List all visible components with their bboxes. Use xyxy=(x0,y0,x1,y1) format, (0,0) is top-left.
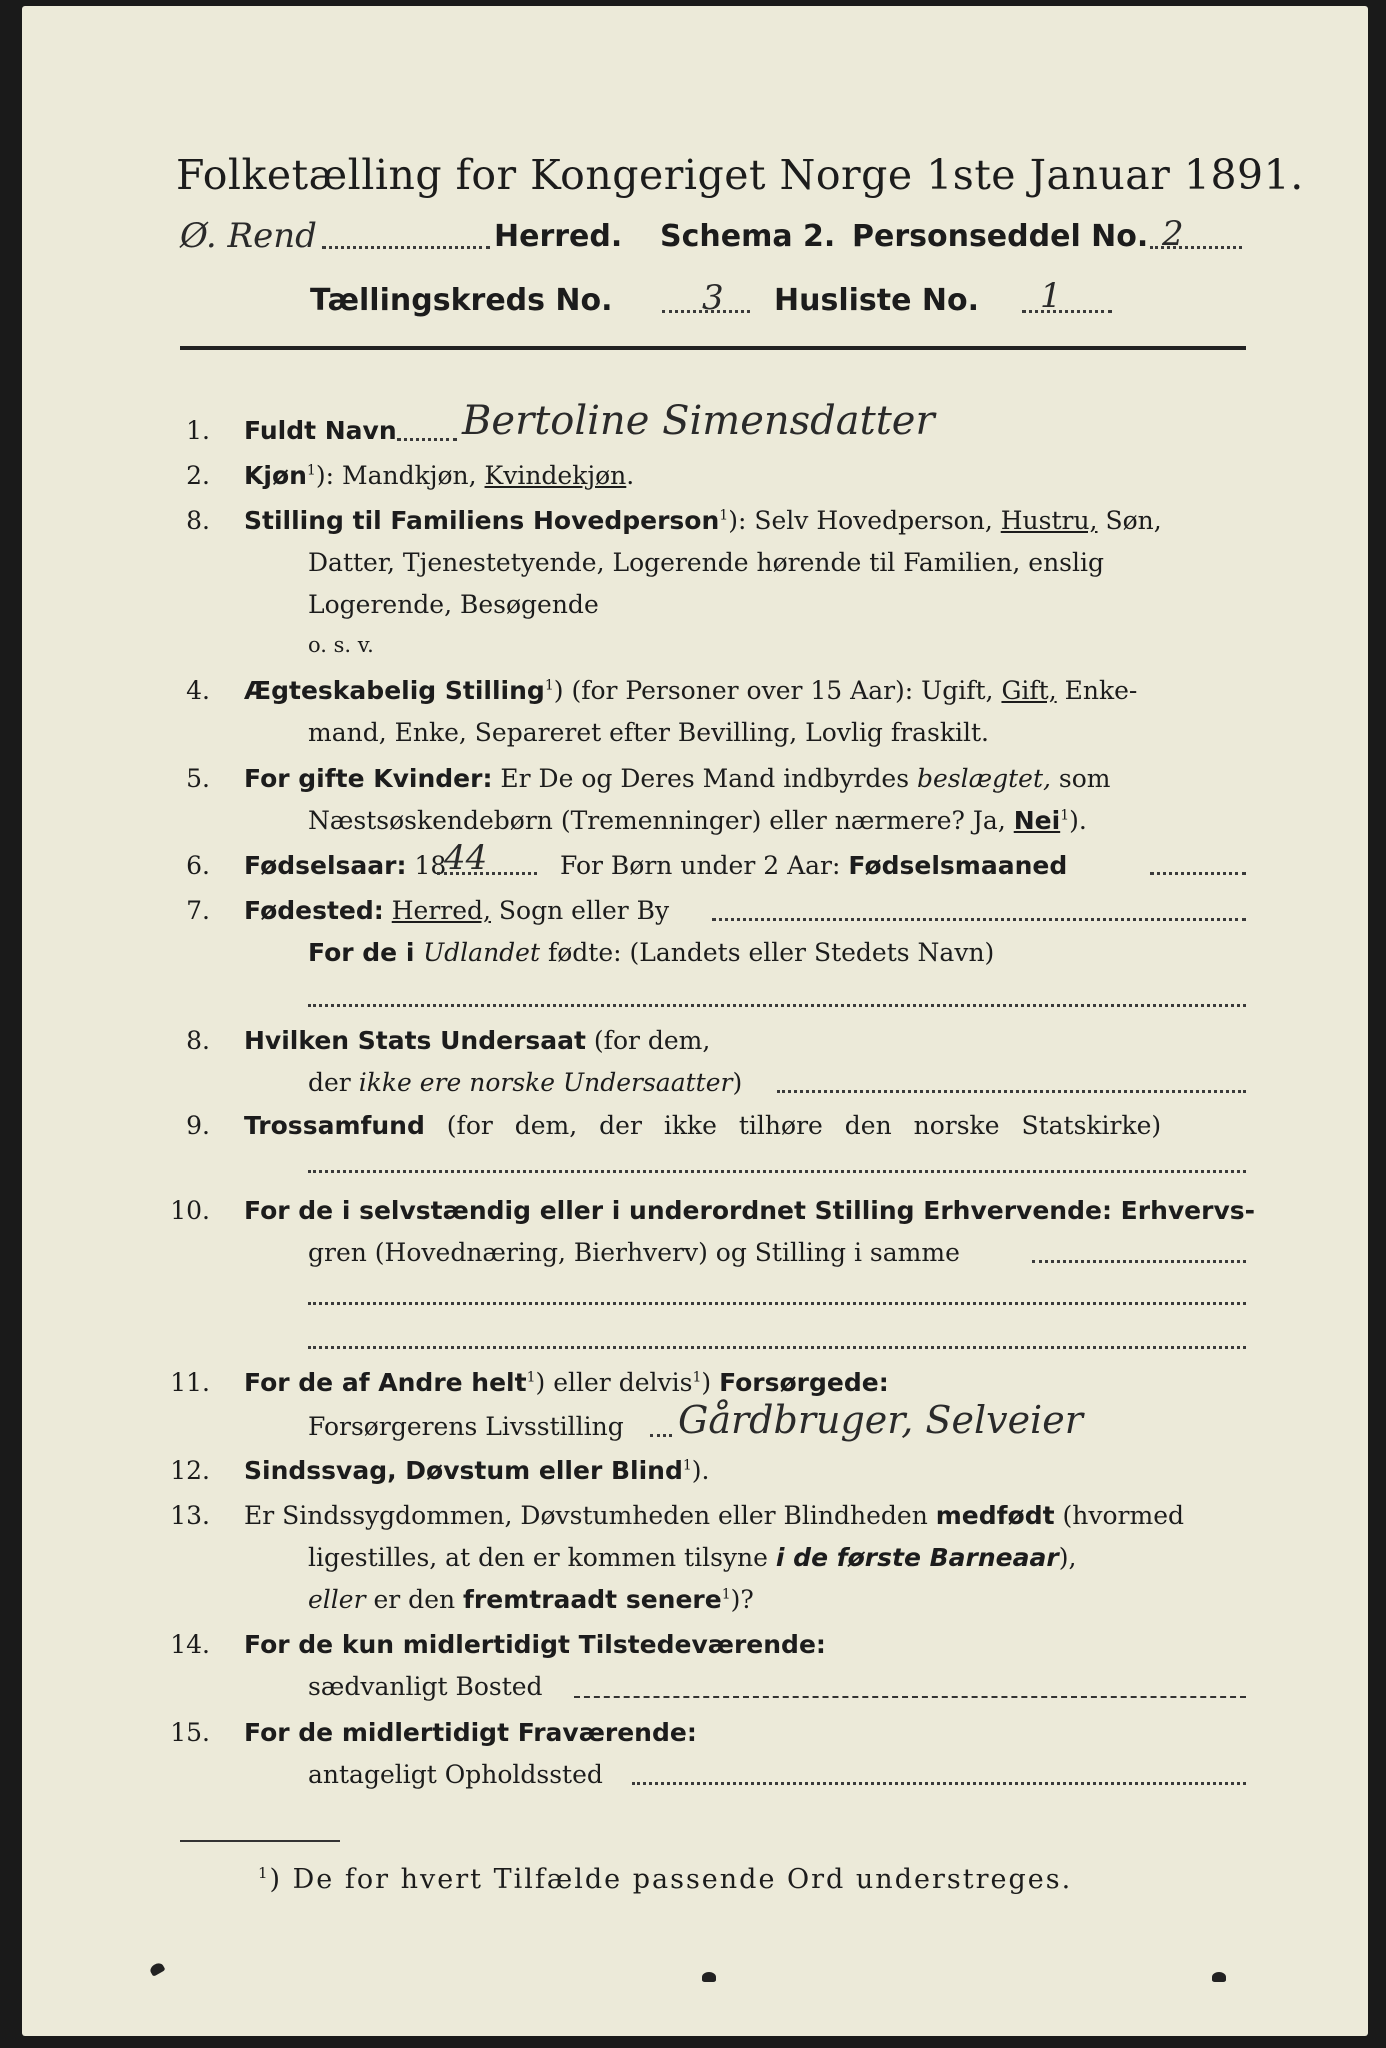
personseddel-value: 2 xyxy=(1162,214,1184,254)
congenital-text2-b: ), xyxy=(1058,1543,1077,1572)
footnote-mark: 1 xyxy=(258,1864,270,1882)
family-position-label: Stilling til Familiens Hovedperson xyxy=(244,506,720,535)
birthplace-dots xyxy=(712,918,1246,921)
item-number: 11. xyxy=(170,1368,210,1397)
sex-options-b: . xyxy=(626,461,635,490)
supported-label: Forsørgede: xyxy=(719,1368,889,1397)
birth-year-line xyxy=(244,851,446,880)
item-number: 1. xyxy=(186,416,210,445)
occupation-line2: gren (Hovednæring, Bierhverv) og Stilling i samme xyxy=(308,1238,960,1267)
congenital-line1 xyxy=(244,1501,1184,1530)
presumed-residence-label: antageligt Opholdssted xyxy=(308,1760,603,1789)
footnote-ref: 1 xyxy=(719,507,729,524)
item-number: 8. xyxy=(186,506,210,535)
header-rule xyxy=(180,346,1246,350)
marital-line1 xyxy=(244,676,1137,705)
kreds-value: 3 xyxy=(702,278,724,318)
birth-year-prefix: 18 xyxy=(406,851,447,880)
ink-mark xyxy=(1212,1972,1226,1982)
footnote-ref: 1 xyxy=(544,677,554,694)
census-form-page xyxy=(22,6,1368,2036)
item-number: 6. xyxy=(186,851,210,880)
herred-label: Herred. xyxy=(494,219,623,254)
marital-label: Ægteskabelig Stilling xyxy=(244,676,545,705)
religion-text: (for dem, der ikke tilhøre den norske Statskirke) xyxy=(424,1111,1162,1140)
congenital-text-b: (hvormed xyxy=(1054,1501,1184,1530)
sex-options-a: ): Mandkjøn, xyxy=(315,461,485,490)
marital-options-b: Enke- xyxy=(1056,676,1138,705)
schema-label: Schema 2. xyxy=(660,219,836,254)
citizenship-text2-a: der xyxy=(308,1068,359,1097)
birthplace-label: Fødested: xyxy=(244,896,384,925)
congenital-eller: eller xyxy=(308,1585,366,1614)
congenital-italic: i de første Barneaar xyxy=(775,1543,1059,1572)
item-number: 2. xyxy=(186,461,210,490)
supported-line1 xyxy=(244,1368,889,1397)
sex-selected: Kvindekjøn xyxy=(484,461,627,490)
religion-line xyxy=(244,1111,1161,1140)
occupation-dots-2 xyxy=(308,1302,1246,1305)
citizenship-line2 xyxy=(308,1068,742,1097)
supported-text-a: For de af Andre helt xyxy=(244,1368,527,1397)
item-number: 12. xyxy=(170,1456,210,1485)
marital-options-a: ) (for Personer over 15 Aar): Ugift, xyxy=(553,676,1002,705)
usual-residence-label: sædvanligt Bosted xyxy=(308,1672,543,1701)
family-position-options-b: Søn, xyxy=(1097,506,1162,535)
form-title: Folketælling for Kongeriget Norge 1ste Januar 1891. xyxy=(176,151,1304,199)
supporter-occupation-dots xyxy=(650,1434,672,1437)
congenital-line3 xyxy=(308,1585,754,1614)
birthplace-selected: Herred, xyxy=(391,896,491,925)
item-number: 8. xyxy=(186,1026,210,1055)
husliste-dots xyxy=(1022,310,1112,313)
occupation-text-a: For de i selvstændig eller i underordnet Stilling xyxy=(244,1196,924,1225)
usual-residence-line xyxy=(574,1696,1246,1698)
occupation-dots-3 xyxy=(308,1346,1246,1349)
footnote-ref: 1 xyxy=(682,1457,692,1474)
citizenship-text2-b: ) xyxy=(732,1068,743,1097)
disability-end: ). xyxy=(691,1456,710,1485)
congenital-text3-a: er den xyxy=(365,1585,464,1614)
item-number: 9. xyxy=(186,1111,210,1140)
footnote-rule xyxy=(180,1840,340,1842)
full-name-dots xyxy=(397,438,457,441)
birthplace-line1 xyxy=(244,896,669,925)
item-number: 5. xyxy=(186,764,210,793)
kinship-label: For gifte Kvinder: xyxy=(244,764,493,793)
full-name-label: Fuldt Navn xyxy=(244,416,397,445)
presumed-residence-dots xyxy=(632,1782,1246,1785)
kinship-italic: beslægtet, xyxy=(917,764,1051,793)
birth-month-label: Fødselsmaaned xyxy=(848,851,1068,880)
item-number: 4. xyxy=(186,676,210,705)
kinship-line2 xyxy=(308,806,1087,835)
footnote-ref: 1 xyxy=(692,1369,702,1386)
congenital-text2-a: ligestilles, at den er kommen tilsyne xyxy=(308,1543,776,1572)
kreds-dots xyxy=(662,310,750,313)
footnote-ref: 1 xyxy=(306,462,316,479)
citizenship-text: (for dem, xyxy=(585,1026,711,1055)
congenital-line2 xyxy=(308,1543,1076,1572)
footnote-ref: 1 xyxy=(526,1369,536,1386)
footnote-text: ) De for hvert Tilfælde passende Ord understreges. xyxy=(269,1864,1073,1895)
marital-line2: mand, Enke, Separeret efter Bevilling, Lovlig fraskilt. xyxy=(308,718,989,747)
birth-month-dots xyxy=(1150,872,1246,875)
family-position-line4: o. s. v. xyxy=(308,633,374,657)
kinship-question: Næstsøskendebørn (Tremenninger) eller nærmere? Ja, xyxy=(308,806,1014,835)
occupation-text-b: Erhvervs- xyxy=(1111,1196,1255,1225)
birth-year-label: Fødselsaar: xyxy=(244,851,407,880)
item-number: 13. xyxy=(170,1501,210,1530)
personseddel-label: Personseddel No. xyxy=(852,219,1149,254)
item-number: 10. xyxy=(170,1196,210,1225)
occupation-dots-1 xyxy=(1032,1260,1246,1263)
temporary-absent-label: For de midlertidigt Fraværende: xyxy=(244,1718,697,1747)
kinship-text-b: som xyxy=(1050,764,1111,793)
congenital-text-a: Er Sindssygdommen, Døvstumheden eller Blindheden xyxy=(244,1501,936,1530)
full-name-answer: Bertoline Simensdatter xyxy=(462,398,935,444)
birth-month-line xyxy=(560,851,1067,880)
temporary-present-label: For de kun midlertidigt Tilstedeværende: xyxy=(244,1630,826,1659)
birthplace-abroad-a: For de i xyxy=(308,938,424,967)
congenital-text3-b: )? xyxy=(730,1585,754,1614)
supported-text-b: ) eller delvis xyxy=(535,1368,693,1397)
birthplace-line2 xyxy=(308,938,994,967)
citizenship-label: Hvilken Stats Undersaat xyxy=(244,1026,586,1055)
congenital-later: fremtraadt senere xyxy=(463,1585,722,1614)
birthplace-abroad-italic: Udlandet xyxy=(423,938,541,967)
citizenship-italic: ikke ere norske Undersaatter xyxy=(358,1068,733,1097)
sex-label: Kjøn xyxy=(244,461,307,490)
birthplace-abroad-b: fødte: (Landets eller Stedets Navn) xyxy=(540,938,995,967)
herred-value: Ø. Rend xyxy=(180,216,317,256)
occupation-line1 xyxy=(244,1196,1255,1225)
ink-mark xyxy=(702,1972,716,1982)
citizenship-dots xyxy=(777,1090,1246,1093)
footnote-ref: 1 xyxy=(1060,807,1070,824)
item-number: 7. xyxy=(186,896,210,925)
item-number: 15. xyxy=(170,1718,210,1747)
item-number: 14. xyxy=(170,1630,210,1659)
husliste-value: 1 xyxy=(1040,276,1062,316)
disability-line xyxy=(244,1456,710,1485)
supporter-occupation-answer: Gårdbruger, Selveier xyxy=(678,1398,1083,1442)
personseddel-dots xyxy=(1150,246,1242,249)
sex-line xyxy=(244,461,634,490)
disability-label: Sindssvag, Døvstum eller Blind xyxy=(244,1456,683,1485)
husliste-label: Husliste No. xyxy=(774,283,979,318)
supported-text-c: ) xyxy=(701,1368,720,1397)
footnote xyxy=(258,1864,1072,1895)
herred-dots xyxy=(322,246,490,249)
religion-dots xyxy=(308,1170,1246,1173)
family-position-options-a: ): Selv Hovedperson, xyxy=(728,506,1001,535)
birth-year-dots xyxy=(437,872,537,875)
family-position-line3: Logerende, Besøgende xyxy=(308,590,599,619)
family-position-line1 xyxy=(244,506,1162,535)
kinship-text-c: ). xyxy=(1069,806,1087,835)
birth-year-answer: 44 xyxy=(444,838,488,878)
ink-mark xyxy=(148,1961,165,1977)
footnote-ref: 1 xyxy=(721,1586,731,1603)
occupation-label: Erhvervende: xyxy=(923,1196,1112,1225)
congenital-label: medfødt xyxy=(935,1501,1055,1530)
birthplace-options: Sogn eller By xyxy=(490,896,670,925)
citizenship-line1 xyxy=(244,1026,710,1055)
kinship-text-a: Er De og Deres Mand indbyrdes xyxy=(492,764,917,793)
family-position-line2: Datter, Tjenestetyende, Logerende hørende til Familien, enslig xyxy=(308,548,1105,577)
birth-month-text: For Børn under 2 Aar: xyxy=(560,851,849,880)
kinship-line1 xyxy=(244,764,1111,793)
kreds-label: Tællingskreds No. xyxy=(310,283,613,318)
kinship-selected: Nei xyxy=(1013,806,1061,835)
marital-selected: Gift, xyxy=(1001,676,1057,705)
birthplace-abroad-dots xyxy=(308,1004,1246,1007)
religion-label: Trossamfund xyxy=(244,1111,425,1140)
supporter-occupation-label: Forsørgerens Livsstilling xyxy=(308,1412,624,1441)
family-position-selected: Hustru, xyxy=(1000,506,1098,535)
